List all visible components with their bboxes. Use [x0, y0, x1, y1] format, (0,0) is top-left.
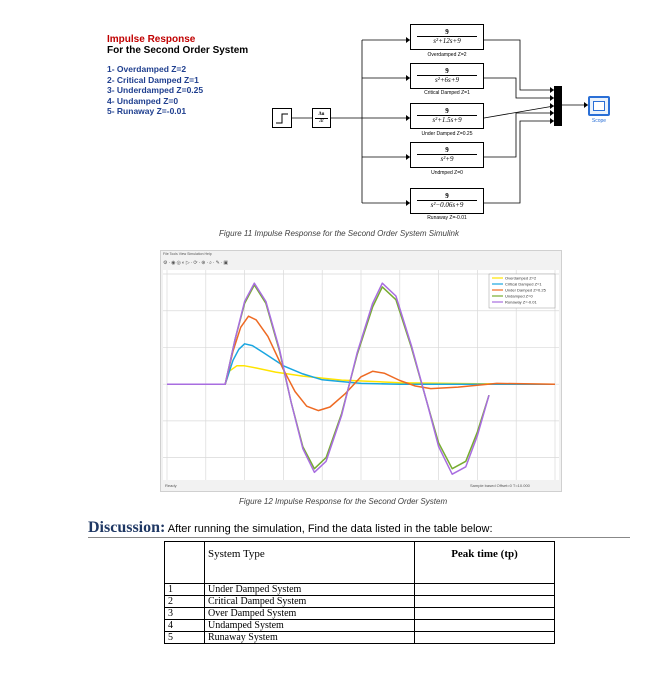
tf-label-runaway: Runaway Z=-0.01 — [427, 215, 467, 221]
table-header-peak: Peak time (tp) — [415, 542, 555, 584]
tf-denominator: s²−0.06s+9 — [430, 201, 464, 209]
tf-block-overdamped[interactable] — [410, 24, 484, 50]
legend-title: Impulse Response — [107, 34, 196, 45]
table-row — [165, 632, 555, 644]
derivative-num: Δu — [315, 112, 328, 119]
row-type: Under Damped System — [205, 584, 415, 596]
row-peak-cell[interactable] — [415, 596, 555, 608]
table-row — [165, 608, 555, 620]
legend-label: Under Damped Z=0.25 — [505, 287, 546, 293]
tf-label-underdamped: Under Damped Z=0.25 — [421, 131, 473, 137]
status-left: Ready — [165, 483, 177, 488]
row-index: 1 — [165, 584, 205, 596]
plot-legend — [489, 274, 555, 308]
figure12-caption: Figure 12 Impulse Response for the Second Order System — [239, 497, 448, 506]
tf-denominator: s²+6s+9 — [435, 76, 459, 84]
data-table — [164, 541, 555, 644]
legend-label: Critical Damped Z=1 — [505, 281, 542, 287]
table-header-type: System Type — [205, 542, 415, 584]
scope-label: Scope — [591, 118, 607, 124]
discussion-rule — [88, 537, 630, 538]
scope-menu-bar[interactable]: File Tools View Simulation Help — [163, 252, 212, 256]
tf-label-overdamped: Overdamped Z=2 — [427, 52, 467, 58]
legend-item: 3- Underdamped Z=0.25 — [107, 85, 204, 95]
tf-label-critical: Critical Damped Z=1 — [424, 90, 470, 96]
row-index: 4 — [165, 620, 205, 632]
row-index: 3 — [165, 608, 205, 620]
tf-block-critical[interactable] — [410, 63, 484, 89]
tf-block-underdamped[interactable] — [410, 103, 484, 129]
scope-block[interactable] — [588, 96, 610, 116]
legend-label: Undamped Z=0 — [505, 293, 533, 299]
derivative-block[interactable] — [312, 108, 331, 128]
scope-toolbar — [163, 260, 229, 266]
legend-label: Runaway Z=-0.01 — [505, 299, 537, 305]
derivative-den: Δt — [319, 119, 324, 124]
toolbar-icons[interactable]: ⚙·◉◎◐▷·⟳·⊕·⌕·✎·▣ — [163, 260, 230, 266]
figure11-caption: Figure 11 Impulse Response for the Second Order System Simulink — [219, 229, 459, 238]
tf-block-runaway[interactable] — [410, 188, 484, 214]
discussion-line — [88, 519, 493, 537]
row-type: Critical Damped System — [205, 596, 415, 608]
status-right: Sample based Offset=0 T=10.000 — [470, 483, 530, 488]
tf-numerator: 9 — [417, 67, 477, 76]
tf-numerator: 9 — [417, 146, 477, 155]
row-type: Over Damped System — [205, 608, 415, 620]
row-peak-cell[interactable] — [415, 620, 555, 632]
table-header-index — [165, 542, 205, 584]
table-row — [165, 620, 555, 632]
legend-item: 4- Undamped Z=0 — [107, 95, 179, 106]
discussion-text: After running the simulation, Find the data listed in the table below: — [165, 523, 493, 535]
step-block[interactable] — [272, 108, 292, 128]
tf-numerator: 9 — [417, 28, 477, 37]
scope-icon — [593, 101, 605, 111]
row-type: Undamped System — [205, 620, 415, 632]
discussion-heading: Discussion: — [88, 519, 166, 536]
row-peak-cell[interactable] — [415, 608, 555, 620]
row-peak-cell[interactable] — [415, 584, 555, 596]
legend-item: 5- Runaway Z=-0.01 — [107, 106, 187, 116]
legend-item: 1- Overdamped Z=2 — [107, 64, 187, 74]
legend-item: 2- Critical Damped Z=1 — [107, 74, 199, 85]
table-row — [165, 596, 555, 608]
legend-subtitle: For the Second Order System — [107, 45, 249, 56]
tf-numerator: 9 — [417, 192, 477, 201]
tf-denominator: s²+1.5s+9 — [432, 116, 462, 124]
step-icon — [273, 109, 291, 127]
legend-label: Overdamped Z=2 — [505, 275, 537, 281]
tf-denominator: s²+12s+9 — [433, 37, 461, 45]
table-header-row — [165, 542, 555, 584]
tf-denominator: s²+9 — [440, 155, 454, 163]
row-type: Runaway System — [205, 632, 415, 644]
row-index: 5 — [165, 632, 205, 644]
table-row — [165, 584, 555, 596]
scope-plot — [163, 270, 559, 480]
tf-numerator: 9 — [417, 107, 477, 116]
tf-label-undamped: Undmped Z=0 — [431, 170, 463, 176]
tf-block-undamped[interactable] — [410, 142, 484, 168]
mux-block[interactable] — [554, 86, 562, 126]
row-peak-cell[interactable] — [415, 632, 555, 644]
row-index: 2 — [165, 596, 205, 608]
